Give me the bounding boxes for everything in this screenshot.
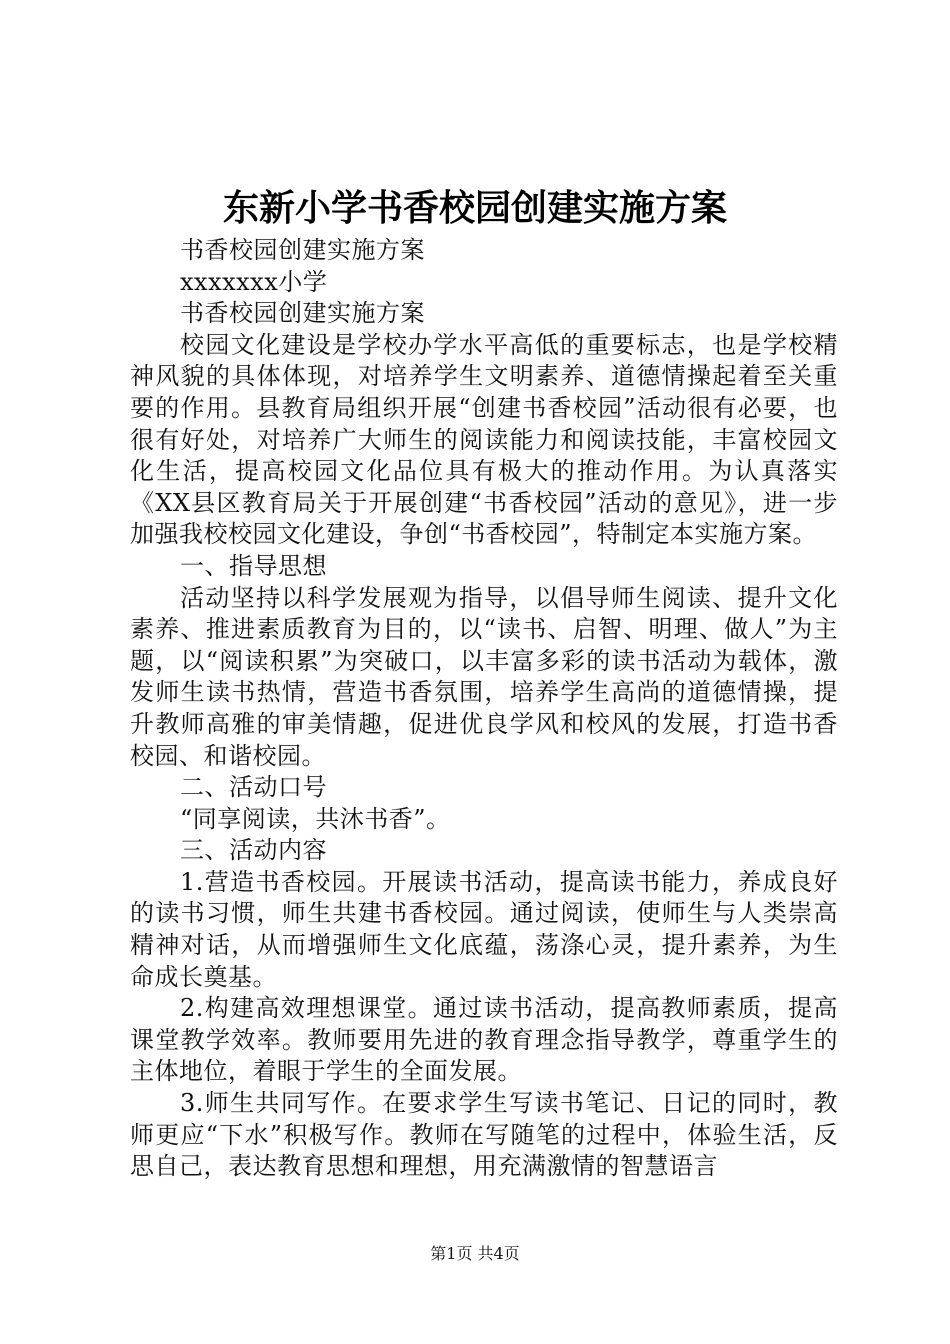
body-paragraph: 活动坚持以科学发展观为指导，以倡导师生阅读、提升文化素养、推进素质教育为目的，以“读书、启智、明理、做人”为主题，以“阅读积累”为突破口，以丰富多彩的读书活动为载体，激发师生读书热情，营造书香氛围，培养学生高尚的道德情操，提升教师高雅的审美情趣，促进优良学风和校风的发展，打造书香校园、和谐校园。	[130, 583, 838, 770]
document-title: 东新小学书香校园创建实施方案	[222, 187, 727, 229]
section-heading: 三、活动内容	[180, 836, 327, 865]
document-body	[130, 235, 838, 1183]
page-footer: 第1页 共4页	[430, 1244, 520, 1263]
subtitle-paragraph: 书香校园创建实施方案	[180, 299, 425, 328]
body-paragraph: 3.师生共同写作。在要求学生写读书笔记、日记的同时，教师更应“下水”积极写作。教师在写随笔的过程中，体验生活，反思自己，表达教育思想和理想，用充满激情的智慧语言	[130, 1089, 838, 1181]
section-heading: 一、指导思想	[180, 551, 327, 580]
slogan-paragraph: “同享阅读，共沐书香”。	[180, 804, 451, 833]
intro-paragraph: 校园文化建设是学校办学水平高低的重要标志，也是学校精神风貌的具体体现，对培养学生文明素养、道德情操起着至关重要的作用。县教育局组织开展“创建书香校园”活动很有必要，也很有好处，对培养广大师生的阅读能力和阅读技能，丰富校园文化生活，提高校园文化品位具有极大的推动作用。为认真落实《XX县区教育局关于开展创建“书香校园”活动的意见》，进一步加强我校校园文化建设，争创“书香校园”，特制定本实施方案。	[130, 330, 838, 549]
body-paragraph: 2.构建高效理想课堂。通过读书活动，提高教师素质，提高课堂教学效率。教师要用先进的教育理念指导教学，尊重学生的主体地位，着眼于学生的全面发展。	[130, 994, 838, 1086]
school-name-paragraph: xxxxxxx小学	[180, 267, 328, 296]
body-paragraph: 1.营造书香校园。开展读书活动，提高读书能力，养成良好的读书习惯，师生共建书香校园。通过阅读，使师生与人类崇高精神对话，从而增强师生文化底蕴，荡涤心灵，提升素养，为生命成长奠基。	[130, 867, 838, 991]
section-heading: 二、活动口号	[180, 773, 327, 802]
subtitle-paragraph: 书香校园创建实施方案	[180, 236, 425, 264]
